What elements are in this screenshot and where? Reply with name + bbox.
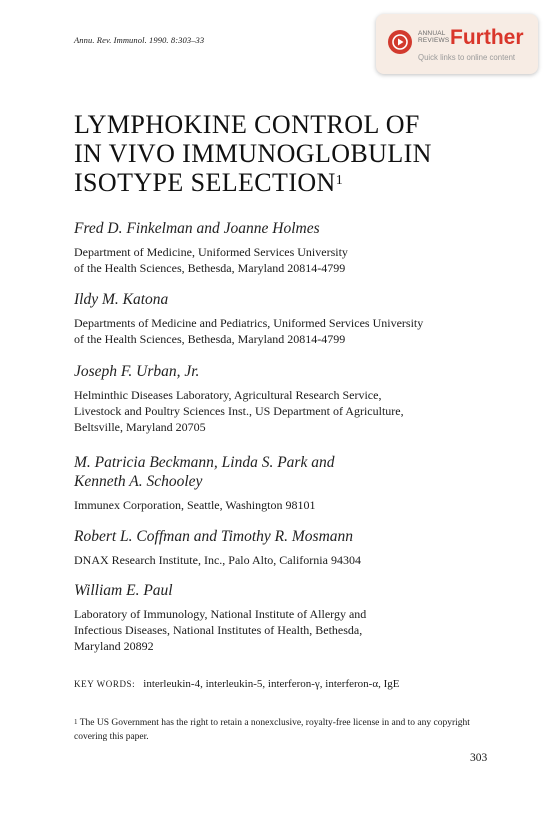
title-line: IN VIVO IMMUNOGLOBULIN [74,139,432,168]
annual-reviews-further-badge[interactable] [376,14,538,74]
author-names: William E. Paul [74,582,173,599]
affiliation-line: Departments of Medicine and Pediatrics, Uniformed Services University [74,316,424,330]
further-subtitle: Quick links to online content [418,53,516,62]
affiliation-line: Department of Medicine, Uniformed Services University [74,245,348,259]
annual-label: ANNUAL [418,30,446,37]
affiliation-line: Laboratory of Immunology, National Institute of Allergy and [74,607,367,621]
affiliation-line: DNAX Research Institute, Inc., Palo Alto, California 94304 [74,553,361,567]
affiliation [74,315,514,347]
author-group [74,527,514,568]
author-group [74,219,514,276]
journal-citation: Annu. Rev. Immunol. 1990. 8:303–33 [74,35,205,45]
key-words [74,678,399,690]
author-names: Robert L. Coffman and Timothy R. Mosmann [74,528,354,545]
author-names: Fred D. Finkelman and Joanne Holmes [74,220,320,237]
author-names: Joseph F. Urban, Jr. [74,363,200,380]
page-number: 303 [470,752,488,764]
affiliation-line: Immunex Corporation, Seattle, Washington 98101 [74,498,316,512]
key-words-label: KEY WORDS: [74,679,136,689]
affiliation-line: of the Health Sciences, Bethesda, Maryland 20814-4799 [74,261,346,275]
author-line: M. Patricia Beckmann, Linda S. Park and [74,454,335,471]
author-group [74,581,514,654]
annual-reviews-wordmark [418,30,449,44]
affiliation-line: Livestock and Poultry Sciences Inst., US Department of Agriculture, [74,404,404,418]
title-line: ISOTYPE SELECTION [74,168,336,197]
affiliation-line: Beltsville, Maryland 20705 [74,420,206,434]
footnote-mark: 1 [74,718,78,726]
affiliation [74,552,514,568]
further-label: Further [450,26,524,49]
affiliation [74,244,514,276]
title-line: LYMPHOKINE CONTROL OF [74,110,420,139]
author-group [74,453,514,513]
author-line: Kenneth A. Schooley [74,473,203,490]
annual-reviews-logo-icon [388,30,412,54]
affiliation-line: Infectious Diseases, National Institutes of Health, Bethesda, [74,623,363,637]
author-names [74,453,514,491]
affiliation-line: of the Health Sciences, Bethesda, Maryland 20814-4799 [74,332,346,346]
key-words-value: interleukin-4, interleukin-5, interferon-γ, interferon-α, IgE [143,678,400,690]
author-group [74,290,514,347]
affiliation [74,497,514,513]
title-footnote [74,716,494,744]
author-names: Ildy M. Katona [74,291,169,308]
title-footnote-mark[interactable]: 1 [335,173,344,188]
footnote-text: The US Government has the right to retain a nonexclusive, royalty-free license in and to any copyright covering this paper. [74,718,470,742]
affiliation [74,387,514,435]
affiliation [74,606,514,654]
article-title [74,110,432,197]
author-group [74,362,514,435]
affiliation-line: Helminthic Diseases Laboratory, Agricultural Research Service, [74,388,382,402]
reviews-label: REVIEWS [418,37,450,44]
affiliation-line: Maryland 20892 [74,639,154,653]
